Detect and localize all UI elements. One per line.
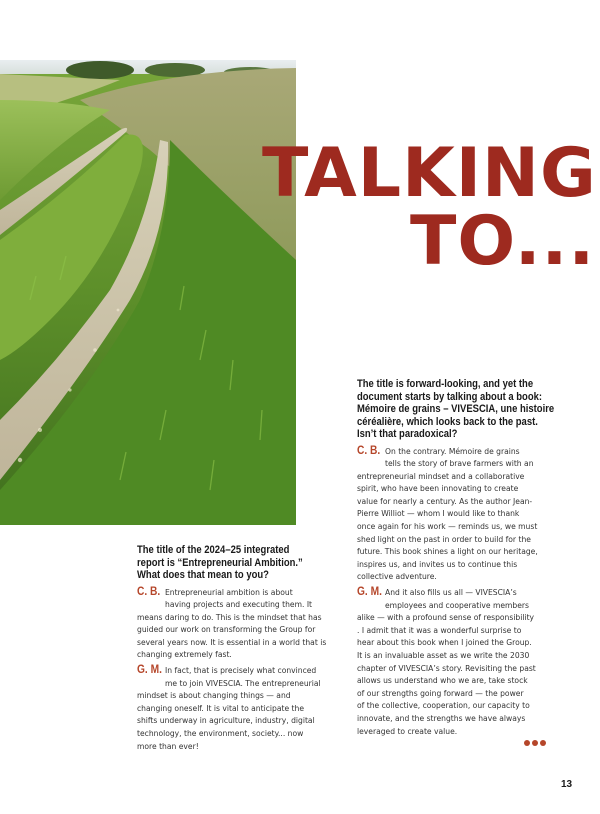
answer-line: means daring to do. This is the mindset that has [137, 612, 322, 622]
question-line: report is “Entrepreneurial Ambition.” [137, 556, 303, 569]
page-title-line1: TALKING [262, 134, 597, 213]
answer-line: technology, the environment, society... now [137, 729, 304, 739]
question-line: The title is forward-looking, and yet the [357, 378, 534, 390]
answer-line: leveraged to create value. [357, 726, 458, 736]
answer-line: Pierre Williot — whom I would like to thank [357, 509, 520, 519]
answer-line: . I admit that it was a wonderful surprise to [357, 625, 522, 635]
answer-line: me to join VIVESCIA. The entrepreneurial [165, 678, 321, 688]
answer-line: chapter of VIVESCIA’s story. Revisiting the past [357, 663, 536, 673]
answer-line: shed light on the past in order to build for the [357, 534, 531, 544]
speaker-label: G. M. [137, 662, 162, 677]
field-path-photo [0, 60, 296, 525]
page-number: 13 [561, 779, 573, 790]
answer-line: mindset is about changing things — and [137, 691, 291, 701]
question-line: document starts by talking about a book: [357, 390, 543, 403]
question-line: céréalière, which looks back to the past. [357, 415, 538, 428]
answer-line: It is an invaluable asset as we write the 2030 [357, 651, 530, 660]
answer-gm-right [357, 585, 557, 738]
answer-line: tells the story of brave farmers with an [385, 459, 534, 469]
speaker-label: C. B. [137, 583, 161, 598]
answer-line: of our strengths going forward — the power [357, 688, 524, 698]
answer-gm-left [137, 663, 337, 753]
dot [532, 740, 538, 746]
answer-line: In fact, that is precisely what convinced [165, 666, 317, 676]
answer-line: innovate, and the strengths we have always [357, 713, 526, 723]
left-column [137, 544, 337, 753]
answer-line: inspires us, and invites us to continue this [357, 559, 518, 569]
answer-line: employees and cooperative members [385, 600, 529, 610]
left-question [137, 544, 337, 582]
field-path-illustration [0, 60, 296, 525]
answer-line: changing oneself. It is vital to anticipate the [137, 703, 304, 713]
answer-cb-left [137, 585, 337, 663]
answer-line: future. This book shines a light on our heritage, [357, 547, 538, 557]
answer-line: value for nearly a century. As the author Jean- [357, 496, 533, 506]
question-line: Isn’t that paradoxical? [357, 428, 458, 440]
answer-line: shifts underway in agriculture, industry, digital [137, 716, 315, 726]
speaker-label: G. M. [357, 584, 382, 599]
answer-line: having projects and executing them. It [165, 600, 313, 610]
answer-line: spirit, who have been innovating to create [357, 484, 519, 494]
answer-line: entrepreneurial mindset and a collaborative [357, 471, 525, 481]
question-line: Mémoire de grains – VIVESCIA, une histoire [357, 403, 555, 415]
answer-cb-right [357, 444, 557, 585]
answer-line: guided our work on transforming the Group for [137, 625, 316, 635]
speaker-label: C. B. [357, 442, 381, 457]
page-title-line2: TO... [410, 202, 596, 281]
dot [540, 740, 546, 746]
answer-line: collective adventure. [357, 572, 437, 582]
continuation-dots-icon [524, 740, 546, 746]
answer-line: of the collective, cooperation, our capacity to [357, 701, 530, 711]
answer-line: hear about this book when I joined the Group. [357, 638, 532, 648]
answer-line: several years now. It is essential in a world that is [137, 637, 327, 647]
answer-line: alike — with a profound sense of responsibility [357, 613, 535, 623]
answer-line: changing extremely fast. [137, 650, 232, 660]
answer-line: On the contrary. Mémoire de grains [385, 446, 520, 456]
question-line: What does that mean to you? [137, 569, 269, 581]
right-column [357, 378, 557, 738]
dot [524, 740, 530, 746]
answer-line: more than ever! [137, 741, 199, 751]
right-question [357, 378, 557, 441]
answer-line: once again for his work — reminds us, we must [357, 522, 538, 532]
question-line: The title of the 2024–25 integrated [137, 544, 290, 556]
answer-line: allows us understand who we are, take stock [357, 676, 528, 686]
answer-line: Entrepreneurial ambition is about [165, 587, 293, 597]
answer-line: And it also fills us all — VIVESCIA’s [385, 588, 517, 598]
